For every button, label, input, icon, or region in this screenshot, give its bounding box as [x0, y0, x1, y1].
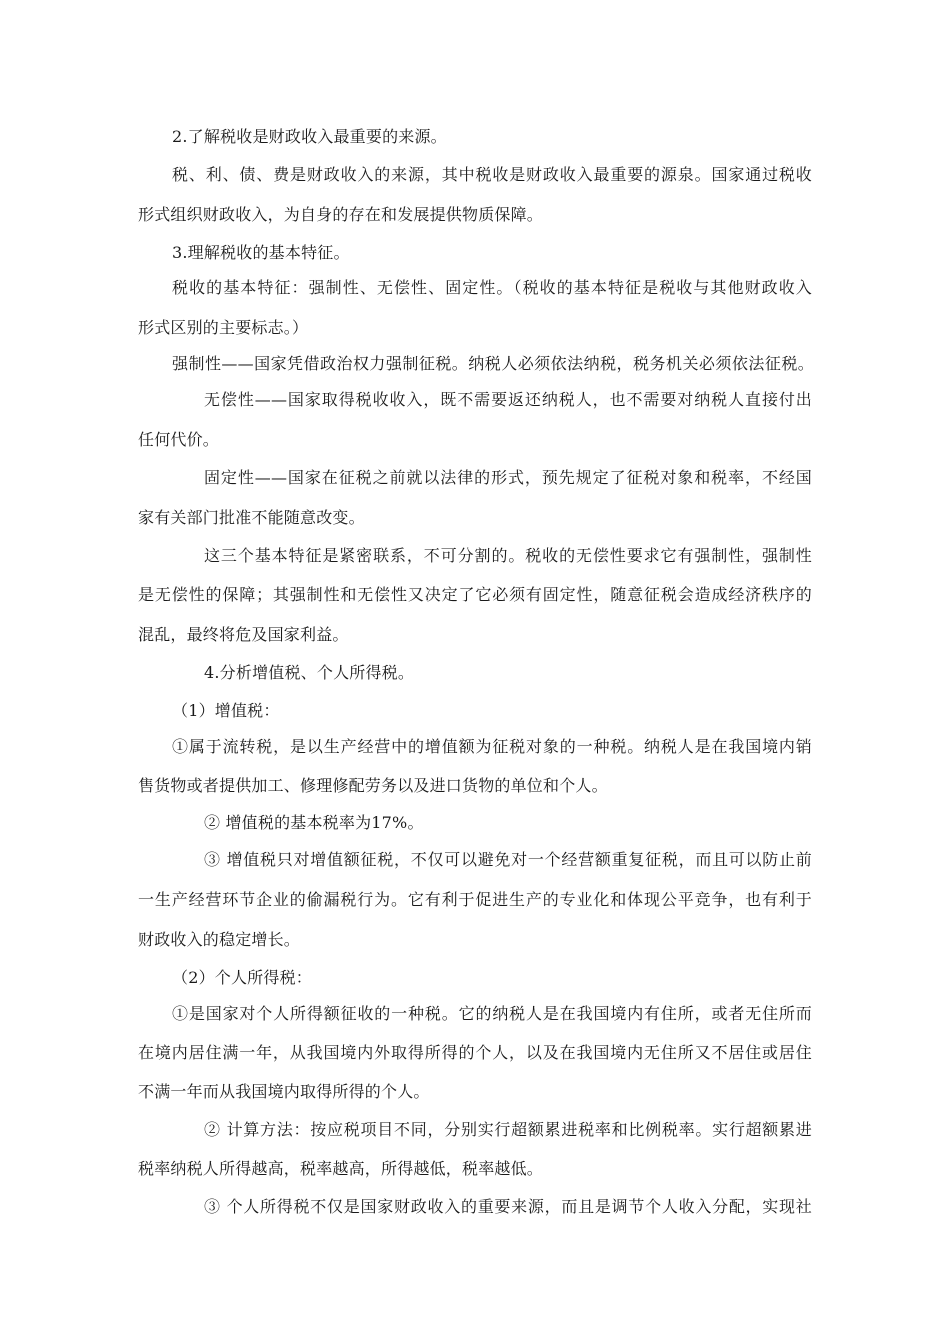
heading-tax-main-source: 2.了解税收是财政收入最重要的来源。 — [172, 127, 447, 146]
paragraph-line: 是无偿性的保障；其强制性和无偿性又决定了它必须有固定性，随意征税会造成经济秩序的 — [138, 585, 812, 604]
paragraph-line: 不满一年而从我国境内取得所得的个人。 — [138, 1082, 430, 1101]
subheading-income-tax: （2）个人所得税： — [172, 968, 312, 987]
paragraph-line: 税率纳税人所得越高，税率越高，所得越低，税率越低。 — [138, 1159, 544, 1178]
paragraph-line: 一生产经营环节企业的偷漏税行为。它有利于促进生产的专业化和体现公平竞争，也有利于 — [138, 890, 812, 909]
paragraph-line: 固定性——国家在征税之前就以法律的形式，预先规定了征税对象和税率，不经国 — [204, 468, 812, 487]
heading-vat-and-income-tax: 4.分析增值税、个人所得税。 — [204, 663, 415, 682]
paragraph-line: 售货物或者提供加工、修理修配劳务以及进口货物的单位和个人。 — [138, 776, 608, 795]
paragraph-line: 任何代价。 — [138, 430, 220, 449]
paragraph-line: ①是国家对个人所得额征收的一种税。它的纳税人是在我国境内有住所，或者无住所而 — [172, 1004, 812, 1023]
paragraph-line: 税、利、债、费是财政收入的来源，其中税收是财政收入最重要的源泉。国家通过税收 — [172, 165, 812, 184]
paragraph-line: 在境内居住满一年，从我国境内外取得所得的个人，以及在我国境内无住所又不居住或居住 — [138, 1043, 812, 1062]
paragraph-line: 强制性——国家凭借政治权力强制征税。纳税人必须依法纳税，税务机关必须依法征税。 — [172, 354, 814, 373]
paragraph-line: ② 增值税的基本税率为17%。 — [204, 813, 424, 832]
paragraph-line: 混乱，最终将危及国家利益。 — [138, 625, 349, 644]
paragraph-line: ③ 个人所得税不仅是国家财政收入的重要来源，而且是调节个人收入分配，实现社 — [204, 1197, 812, 1216]
paragraph-line: 这三个基本特征是紧密联系，不可分割的。税收的无偿性要求它有强制性，强制性 — [204, 546, 812, 565]
paragraph-line: ③ 增值税只对增值额征税，不仅可以避免对一个经营额重复征税，而且可以防止前 — [204, 850, 812, 869]
paragraph-line: 形式组织财政收入，为自身的存在和发展提供物质保障。 — [138, 205, 544, 224]
heading-tax-features: 3.理解税收的基本特征。 — [172, 243, 350, 262]
subheading-vat: （1）增值税： — [172, 701, 280, 720]
paragraph-line: 无偿性——国家取得税收收入，既不需要返还纳税人，也不需要对纳税人直接付出 — [204, 390, 812, 409]
paragraph-line: ② 计算方法：按应税项目不同，分别实行超额累进税率和比例税率。实行超额累进 — [204, 1120, 812, 1139]
paragraph-line: 财政收入的稳定增长。 — [138, 930, 301, 949]
paragraph-line: 税收的基本特征：强制性、无偿性、固定性。（税收的基本特征是税收与其他财政收入 — [172, 278, 812, 297]
paragraph-line: 形式区别的主要标志。） — [138, 318, 309, 337]
paragraph-line: ①属于流转税，是以生产经营中的增值额为征税对象的一种税。纳税人是在我国境内销 — [172, 737, 812, 756]
paragraph-line: 家有关部门批准不能随意改变。 — [138, 508, 365, 527]
